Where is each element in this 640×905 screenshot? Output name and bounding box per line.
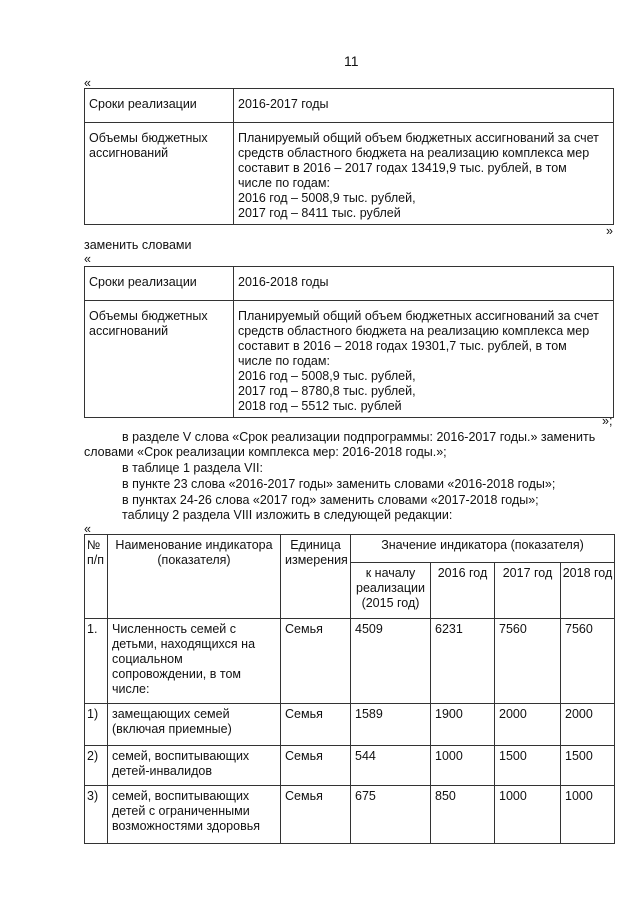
table-row <box>85 267 614 301</box>
cell-name: семей, воспитывающих детей с ограниченными возможностями здоровья <box>108 786 281 844</box>
header-2016: 2016 год <box>431 563 495 619</box>
text-line: числе по годам: <box>238 176 330 190</box>
cell-base: 675 <box>351 786 431 844</box>
table-row <box>85 301 614 418</box>
text-line: 2016 год – 5008,9 тыс. рублей, <box>238 369 416 383</box>
text-line: 2017 год – 8411 тыс. рублей <box>238 206 401 220</box>
open-quote: « <box>84 76 91 90</box>
label-cell: Объемы бюджетных ассигнований <box>85 123 234 225</box>
table-header-row <box>85 535 615 563</box>
cell-2017: 1000 <box>495 786 561 844</box>
header-name: Наименование индикатора (показателя) <box>108 535 281 619</box>
cell-2016: 1900 <box>431 704 495 746</box>
close-quote: »; <box>602 414 613 428</box>
header-value-group: Значение индикатора (показателя) <box>351 535 615 563</box>
new-passport-table <box>84 266 614 418</box>
value-cell <box>234 123 614 225</box>
cell-2016: 1000 <box>431 746 495 786</box>
text-line: составит в 2016 – 2017 годах 13419,9 тыс. рублей, в том <box>238 161 567 175</box>
text-line: числе по годам: <box>238 354 330 368</box>
label-cell: Объемы бюджетных ассигнований <box>85 301 234 418</box>
table-row <box>85 704 615 746</box>
text-line: составит в 2016 – 2018 годах 19301,7 тыс. рублей, в том <box>238 339 567 353</box>
text-line: 2017 год – 8780,8 тыс. рублей, <box>238 384 416 398</box>
cell-num: 1. <box>85 619 108 704</box>
paragraph: в пунктах 24-26 слова «2017 год» заменить словами «2017-2018 годы»; <box>122 493 539 507</box>
table-row <box>85 786 615 844</box>
header-num: № п/п <box>85 535 108 619</box>
cell-base: 4509 <box>351 619 431 704</box>
open-quote: « <box>84 522 91 536</box>
cell-2018: 1000 <box>561 786 615 844</box>
label-cell: Сроки реализации <box>85 89 234 123</box>
cell-unit: Семья <box>281 786 351 844</box>
cell-num: 1) <box>85 704 108 746</box>
label-cell: Сроки реализации <box>85 267 234 301</box>
cell-2017: 2000 <box>495 704 561 746</box>
value-cell <box>234 301 614 418</box>
cell-name: замещающих семей (включая приемные) <box>108 704 281 746</box>
text-line: 2018 год – 5512 тыс. рублей <box>238 399 402 413</box>
cell-2018: 2000 <box>561 704 615 746</box>
text-line: средств областного бюджета на реализацию комплекса мер <box>238 324 590 338</box>
cell-2017: 1500 <box>495 746 561 786</box>
open-quote: « <box>84 252 91 266</box>
indicator-table <box>84 534 615 844</box>
header-2018: 2018 год <box>561 563 615 619</box>
old-passport-table <box>84 88 614 225</box>
table-row <box>85 123 614 225</box>
cell-base: 544 <box>351 746 431 786</box>
value-cell: 2016-2017 годы <box>234 89 614 123</box>
text-line: Планируемый общий объем бюджетных ассигнований за счет <box>238 131 599 145</box>
cell-unit: Семья <box>281 746 351 786</box>
header-unit: Единица измерения <box>281 535 351 619</box>
cell-base: 1589 <box>351 704 431 746</box>
value-cell: 2016-2018 годы <box>234 267 614 301</box>
header-2017: 2017 год <box>495 563 561 619</box>
cell-name: Численность семей с детьми, находящихся на социальном сопровождении, в том числе: <box>108 619 281 704</box>
cell-2018: 7560 <box>561 619 615 704</box>
paragraph: в пункте 23 слова «2016-2017 годы» заменить словами «2016-2018 годы»; <box>122 477 556 491</box>
text-line: Планируемый общий объем бюджетных ассигнований за счет <box>238 309 599 323</box>
table-row <box>85 746 615 786</box>
cell-2018: 1500 <box>561 746 615 786</box>
text-line: 2016 год – 5008,9 тыс. рублей, <box>238 191 416 205</box>
cell-num: 2) <box>85 746 108 786</box>
paragraph: таблицу 2 раздела VIII изложить в следующей редакции: <box>122 508 453 522</box>
cell-2017: 7560 <box>495 619 561 704</box>
text-line: средств областного бюджета на реализацию комплекса мер <box>238 146 590 160</box>
paragraph: в таблице 1 раздела VII: <box>122 461 263 475</box>
cell-name: семей, воспитывающих детей-инвалидов <box>108 746 281 786</box>
cell-num: 3) <box>85 786 108 844</box>
cell-2016: 6231 <box>431 619 495 704</box>
cell-2016: 850 <box>431 786 495 844</box>
paragraph: в разделе V слова «Срок реализации подпрограммы: 2016-2017 годы.» заменить <box>122 430 596 444</box>
close-quote: » <box>606 224 613 238</box>
header-base: к началу реализации (2015 год) <box>351 563 431 619</box>
table-row <box>85 89 614 123</box>
page-number: 11 <box>344 53 359 69</box>
cell-unit: Семья <box>281 619 351 704</box>
cell-unit: Семья <box>281 704 351 746</box>
paragraph: словами «Срок реализации комплекса мер: 2016-2018 годы.»; <box>84 445 447 459</box>
table-row <box>85 619 615 704</box>
replace-text: заменить словами <box>84 238 192 252</box>
